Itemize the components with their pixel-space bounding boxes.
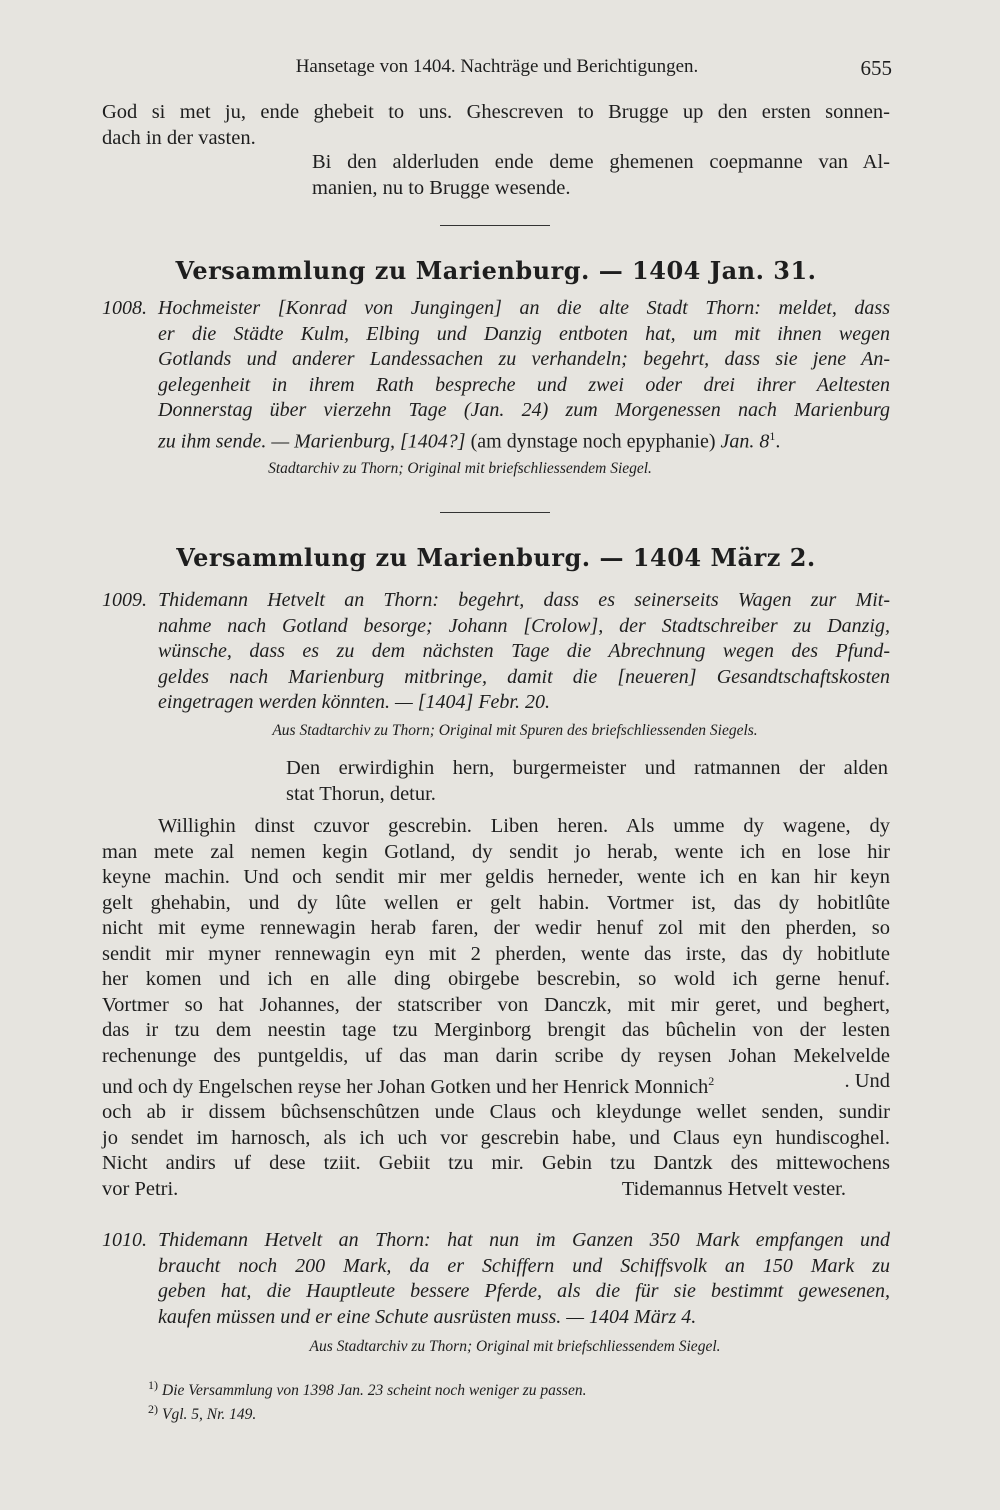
regest-line: Hochmeister [Konrad von Jungingen] an die alte Stadt Thorn: meldet, dass bbox=[158, 297, 890, 319]
intro-line-2: dach in der vasten. bbox=[102, 126, 256, 149]
footnote-1 bbox=[148, 1378, 586, 1400]
letter-body bbox=[102, 814, 890, 1202]
signature: Tidemannus Hetvelt vester. bbox=[621, 1177, 846, 1200]
regest-line: Gotlands und anderer Landessachen zu verhandeln; begehrt, dass sie jene An- bbox=[158, 348, 890, 370]
footnote-ref: 1 bbox=[769, 428, 776, 443]
regest-line: geben hat, die Hauptleute bessere Pferde, als die für sie bestimmt gewesenen, bbox=[158, 1280, 890, 1302]
regest-date: Jan. 8 bbox=[720, 430, 770, 453]
closing-date: vor Petri. bbox=[102, 1177, 179, 1200]
regest-1009 bbox=[102, 588, 890, 716]
letter-line: gelt ghehabin, und dy lûte wellen er gelt habin. Vortmer ist, das dy hobitlûte bbox=[102, 891, 890, 914]
letter-line: man mete zal nemen kegin Gotland, dy sendit jo herab, wente ich en lose hir bbox=[102, 840, 890, 863]
regest-line: er die Städte Kulm, Elbing und Danzig entboten hat, um mit ihnen wegen bbox=[158, 322, 890, 345]
letter-line: jo sendet im harnosch, als ich uch vor gescrebin habe, und Claus eyn hundiscoghel. bbox=[102, 1126, 890, 1149]
letter-line bbox=[102, 1069, 890, 1100]
source-note: Stadtarchiv zu Thorn; Original mit briefschliessendem Siegel. bbox=[268, 460, 652, 477]
letter-line: Nicht andirs uf dese tziit. Gebiit tzu mir. Gebin tzu Dantzk des mittewochens bbox=[102, 1152, 890, 1175]
footnote-text: Die Versammlung von 1398 Jan. 23 scheint noch weniger zu passen. bbox=[162, 1382, 587, 1400]
footnote-ref: 2 bbox=[708, 1074, 715, 1088]
regest-line: Donnerstag über vierzehn Tage (Jan. 24) zum Morgenessen nach Marienburg bbox=[158, 399, 890, 421]
letter-line: her komen und ich en alle ding obirgebe bescrebin, so wold ich gerne henuf. bbox=[102, 968, 890, 990]
running-head bbox=[102, 56, 892, 86]
footnote-mark: 1) bbox=[148, 1378, 158, 1392]
regest-line-plain: (am dynstage noch epyphanie) bbox=[465, 430, 721, 453]
intro-line-1: God si met ju, ende ghebeit to uns. Ghescreven to Brugge up den ersten sonnen- bbox=[102, 101, 890, 123]
source-note: Aus Stadtarchiv zu Thorn; Original mit Spuren des briefschliessenden Siegels. bbox=[272, 722, 758, 739]
letter-line: rechenunge des puntgeldis, uf das man darin scribe dy reysen Johan Mekelvelde bbox=[102, 1044, 890, 1067]
regest-line-italic: zu ihm sende. — Marienburg, [1404?] bbox=[158, 430, 466, 453]
regest-1010 bbox=[102, 1228, 890, 1330]
regest-line: Thidemann Hetvelt an Thorn: hat nun im Ganzen 350 Mark empfangen und bbox=[158, 1229, 890, 1251]
footnote-2 bbox=[148, 1402, 256, 1424]
intro-address bbox=[312, 150, 890, 201]
regest-number: 1010. bbox=[102, 1229, 147, 1251]
section-heading-2: Versammlung zu Marienburg. — 1404 März 2. bbox=[176, 543, 816, 572]
regest-line: eingetragen werden könnten. — [1404] Febr. 20. bbox=[158, 691, 550, 713]
letter-line: das ir tzu dem neestin tage tzu Merginborg brengit das bûchelin von der lesten bbox=[102, 1019, 890, 1041]
page-number: 655 bbox=[860, 56, 892, 80]
letter-line: Vortmer so hat Johannes, der statscriber von Danczk, mit mir geret, und beghert, bbox=[102, 993, 890, 1016]
letter-line-text: und och dy Engelschen reyse her Johan Gotken und her Henrick Monnich bbox=[102, 1075, 709, 1098]
regest-line: gelegenheit in ihrem Rath bespreche und zwei oder drei ihrer Aeltesten bbox=[158, 373, 890, 396]
regest-1008 bbox=[102, 296, 890, 455]
regest-last-line: zu ihm sende. — Marienburg, [1404?] (am dynstage noch epyphanie) Jan. $8^1$. bbox=[158, 428, 781, 453]
letter-line: sendit mir myner rennewagin eyn mit 2 pherden, wente das irste, das dy hobitlute bbox=[102, 942, 890, 965]
regest-line: wünsche, dass es zu dem nächsten Tage die Abrechnung wegen des Pfund- bbox=[158, 640, 890, 662]
letter-closing bbox=[102, 1177, 890, 1203]
regest-line: kaufen müssen und er eine Schute ausrüsten muss. — 1404 März 4. bbox=[158, 1305, 697, 1328]
section-heading-1: Versammlung zu Marienburg. — 1404 Jan. 31. bbox=[175, 256, 817, 285]
running-head-title: Hansetage von 1404. Nachträge und Berichtigungen. bbox=[295, 56, 699, 77]
intro-address-line-2: manien, nu to Brugge wesende. bbox=[312, 176, 571, 199]
footnote-mark: 2) bbox=[148, 1402, 158, 1416]
letter-address bbox=[286, 756, 888, 807]
section-divider bbox=[440, 512, 550, 513]
footnote-text: Vgl. 5, Nr. 149. bbox=[162, 1406, 257, 1424]
regest-line: nahme nach Gotland besorge; Johann [Crolow], der Stadtschreiber zu Danzig, bbox=[158, 614, 890, 637]
letter-line: keyne machin. Und och sendit mir mer geldis herneder, wente ich en kan hir keyn bbox=[102, 866, 890, 888]
intro-text bbox=[102, 100, 890, 151]
letter-line: Willighin dinst czuvor gescrebin. Liben heren. Als umme dy wagene, dy bbox=[158, 815, 890, 837]
address-line-1: Den erwirdighin hern, burgermeister und ratmannen der alden bbox=[286, 757, 888, 779]
letter-line-tail: . Und bbox=[844, 1070, 890, 1092]
address-line-2: stat Thorun, detur. bbox=[286, 782, 436, 805]
regest-number: 1009. bbox=[102, 589, 147, 611]
regest-line: geldes nach Marienburg mitbringe, damit die [neueren] Gesandtschaftskosten bbox=[158, 665, 890, 688]
letter-line: och ab ir dissem bûchsenschûtzen unde Claus och kleydunge wellet senden, sundir bbox=[102, 1101, 890, 1124]
section-divider bbox=[440, 225, 550, 226]
regest-number: 1008. bbox=[102, 297, 147, 319]
intro-address-line-1: Bi den alderluden ende deme ghemenen coepmanne van Al- bbox=[312, 151, 890, 173]
source-note: Aus Stadtarchiv zu Thorn; Original mit briefschliessendem Siegel. bbox=[309, 1338, 721, 1355]
letter-line: nicht mit eyme rennewagin herab faren, der wedir henuf zol mit den pherden, so bbox=[102, 917, 890, 939]
regest-line: Thidemann Hetvelt an Thorn: begehrt, dass es seinerseits Wagen zur Mit- bbox=[158, 589, 890, 611]
regest-line: braucht noch 200 Mark, da er Schiffern und Schiffsvolk an 150 Mark zu bbox=[158, 1254, 890, 1277]
